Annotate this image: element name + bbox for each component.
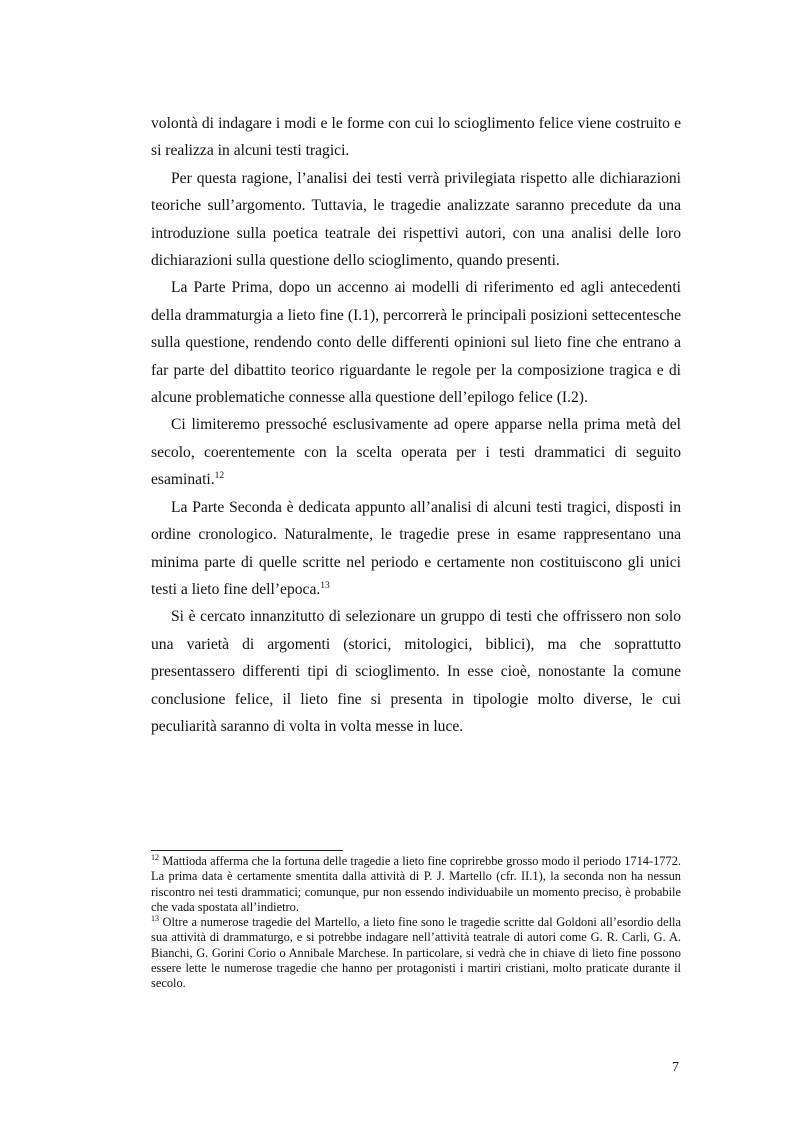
paragraph-2: Per questa ragione, l’analisi dei testi verrà privilegiata rispetto alle dichiarazioni teoriche sull’argomento. Tuttavia, le tragedie analizzate saranno precedute da una introduzione sulla poetica teatrale dei rispettivi autori, con una analisi delle loro dichiarazioni sulla questione dello scioglimento, quando presenti. — [151, 169, 681, 270]
paragraph-3: La Parte Prima, dopo un accenno ai modelli di riferimento ed agli antecedenti della drammaturgia a lieto fine (I.1), percorrerà le principali posizioni settecentesche sulla questione, rendendo conto delle differenti opinioni sul lieto fine che entrano a far parte del dibattito teorico riguardante le regole per la composizione tragica e di alcune problematiche connesse alla questione dell’epilogo felice (I.2). — [151, 279, 681, 407]
footnote-13 — [151, 915, 681, 991]
paragraph-6: Si è cercato innanzitutto di selezionare un gruppo di testi che offrissero non solo una varietà di argomenti (storici, mitologici, biblici), ma che soprattutto presentassero differenti tipi di scioglimento. In esse cioè, nonostante la comune conclusione felice, il lieto fine si presenta in tipologie molto diverse, le cui peculiarità saranno di volta in volta messe in luce. — [151, 608, 681, 735]
footnote-ref-12[interactable]: 12 — [214, 471, 225, 482]
footnote-text: Mattioda afferma che la fortuna delle tragedie a lieto fine coprirebbe grosso modo il periodo 1714-1772. La prima data è certamente smentita dalla attività di P. J. Martello (cfr. II.1), la seconda non ha nessun riscontro nei testi drammatici; comunque, pur non essendo individuabile un momento preciso, è probabile che vada spostata all’indietro. — [151, 854, 681, 914]
paragraph-4: Ci limiteremo pressoché esclusivamente ad opere apparse nella prima metà del secolo, coerentemente con la scelta operata per i testi drammatici di seguito esaminati.$^{12}$ — [151, 416, 681, 489]
paragraph-1: volontà di indagare i modi e le forme con cui lo scioglimento felice viene costruito e si realizza in alcuni testi tragici. — [151, 115, 681, 160]
footnote-number: 13 — [151, 914, 159, 924]
footnote-text: Oltre a numerose tragedie del Martello, a lieto fine sono le tragedie scritte dal Goldoni all’esordio della sua attività di drammaturgo, e si potrebbe indagare nell’attività teatrale di autori come G. R. Carli, G. A. Bianchi, G. Gorini Corio o Annibale Marchese. In particolare, si vedrà che in chiave di lieto fine possono essere lette le numerose tragedie che hanno per protagonisti i martiri cristiani, molto praticate durante il secolo. — [151, 915, 681, 991]
footnote-12 — [151, 854, 681, 915]
paragraph-5: La Parte Seconda è dedicata appunto all’analisi di alcuni testi tragici, disposti in ordine cronologico. Naturalmente, le tragedie prese in esame rappresentano una minima parte di quelle scritte nel periodo e certamente non costituiscono gli unici testi a lieto fine dell’epoca.$^{13}$ — [151, 498, 681, 598]
footnote-ref-13[interactable]: 13 — [320, 580, 330, 591]
body-text — [151, 110, 681, 740]
page-number: 7 — [672, 1060, 679, 1075]
footnotes — [151, 854, 681, 992]
footnote-number: 12 — [151, 853, 159, 862]
footnote-separator — [151, 850, 343, 851]
